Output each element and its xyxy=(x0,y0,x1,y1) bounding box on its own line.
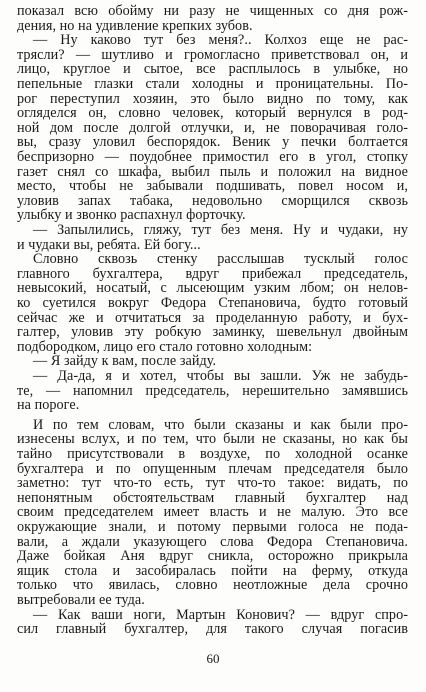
text-line: И по тем словам, что были сказаны и как были про- xyxy=(33,416,408,433)
text-line: Словно сквозь стенку расслышав тусклый голос xyxy=(33,251,408,268)
text-line: вы, сразу уловил беспорядок. Веник у печки болтается xyxy=(17,134,408,151)
text-line: заметно: тут что-то есть, тут что-то такое: видать, по xyxy=(17,475,408,492)
text-line: только что явилась, словно неотложные дела срочно xyxy=(17,577,408,594)
text-line: сейчас же и отчитаться за проделанную работу, и бух- xyxy=(17,309,408,326)
text-line: тайно присутствовали в воздухе, по холодной осанке xyxy=(17,446,408,462)
text-line: — Я зайду к вам, после зайду. xyxy=(33,353,217,370)
text-line: те, — напомнил председатель, нерешительно замявшись xyxy=(17,382,408,399)
text-line: вытребовали ее туда. xyxy=(17,592,145,608)
text-line: бухгалтера и по опущенным плечам председателя было xyxy=(17,460,408,477)
text-line: беспризорно — поудобнее примостил его в угол, стопку xyxy=(17,149,408,165)
text-line: показал всю обойму ни разу не чищенных со дня рож- xyxy=(17,3,408,19)
text-line: ко суетился вокруг Федора Степановича, будто готовый xyxy=(17,295,408,311)
text-line: Даже бойкая Аня вдруг сникла, осторожно прикрыла xyxy=(17,548,408,565)
text-line: — Да-да, я и хотел, чтобы вы зашли. Уж не забудь- xyxy=(33,368,408,384)
text-line: пепельные глазки стали холодны и проницательны. По- xyxy=(17,76,408,92)
text-line: уловив запах табака, недовольно сморщился сквозь xyxy=(17,192,408,209)
text-line: рог переступил хозяин, это было видно по тому, как xyxy=(17,90,408,107)
text-line: газет снял со шкафа, выбил пыль и положил на видное xyxy=(17,163,408,180)
text-line: ящик стола и засобиралась пойти на ферму, откуда xyxy=(17,562,408,579)
text-line: ной дом после долгой отлучки, и, не поворачивая голо- xyxy=(17,119,408,136)
text-line: лицо, круглое и сытое, все расплылось в улыбке, но xyxy=(17,61,408,78)
text-line: и чудаки вы, ребята. Ей богу... xyxy=(17,236,201,253)
text-line: сил главный бухгалтер, для такого случая погасив xyxy=(17,621,408,638)
text-line: улыбку и звонко распахнул форточку. xyxy=(17,207,246,224)
text-line: огляделся он, словно человек, который вернулся в род- xyxy=(17,105,408,122)
text-line: главного бухгалтера, вдруг прибежал председатель, xyxy=(17,265,408,282)
text-line: дения, но на удивление крепких зубов. xyxy=(17,17,253,34)
text-line: на пороге. xyxy=(17,397,80,414)
text-line: изнесены вслух, и по тем, что были не сказаны, но как бы xyxy=(17,431,408,448)
text-line: вали, а ждали указующего слова Федора Степановича. xyxy=(17,533,408,550)
text-line: место, чтобы не забывали подшивать, повел носом и, xyxy=(17,178,408,195)
text-line: подбородком, лицо его стало готовно холодным: xyxy=(17,338,313,355)
text-line: своим председателем имеет власть и не малую. Это все xyxy=(17,504,408,521)
text-line: — Запылились, гляжу, тут без меня. Ну и чудаки, ну xyxy=(33,222,408,238)
page-number: 60 xyxy=(206,651,220,666)
text-line: трясли? — шутливо и громогласно приветствовал он, и xyxy=(17,46,408,63)
text-line: галтер, уловив эту робкую заминку, шевельнул двойным xyxy=(17,324,408,341)
text-line: непонятным обстоятельствам главный бухгалтер над xyxy=(17,489,408,506)
text-line: — Как ваши ноги, Мартын Конович? — вдруг спро- xyxy=(33,606,408,623)
text-line: невысокий, носатый, с лысеющим узким лбом; он нелов- xyxy=(17,280,408,297)
text-line: окружающие знали, и потому первыми голоса не пода- xyxy=(17,519,408,535)
text-line: — Ну каково тут без меня?.. Колхоз еще не рас- xyxy=(33,32,408,49)
